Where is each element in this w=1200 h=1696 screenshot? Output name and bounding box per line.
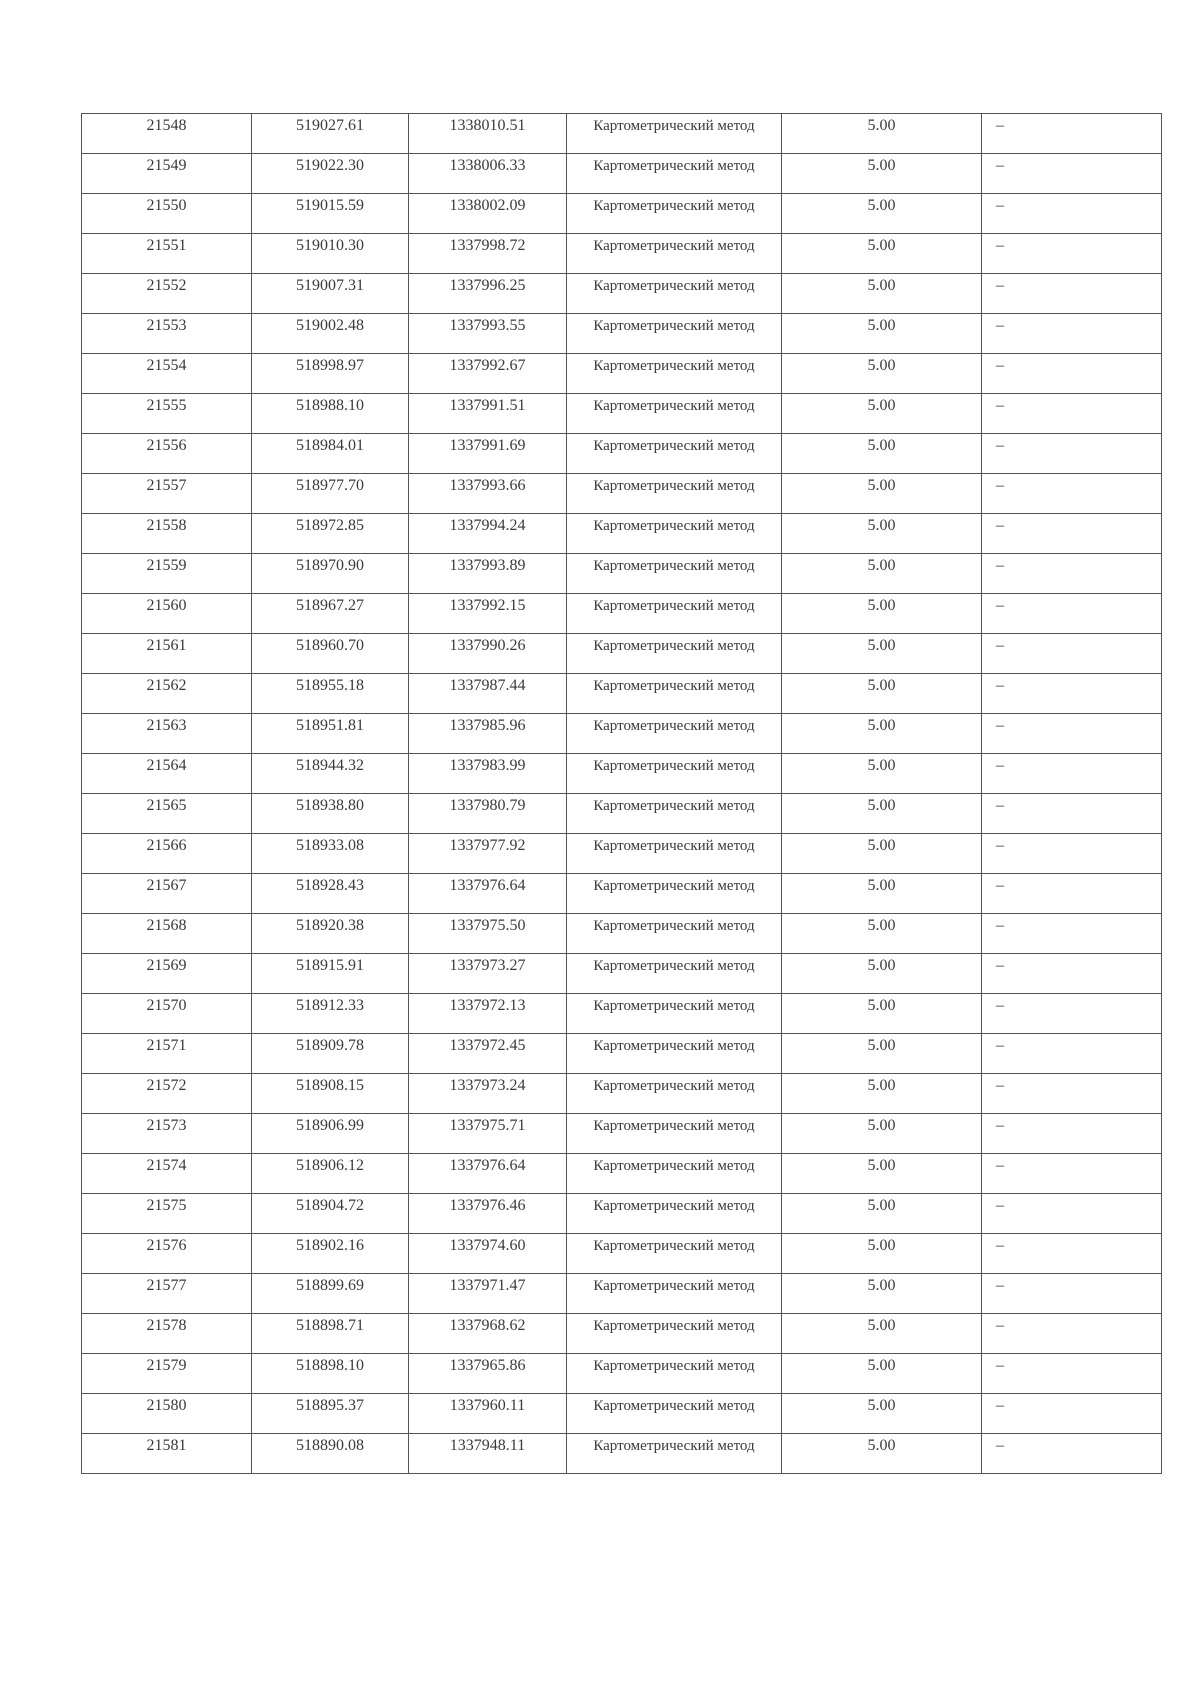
cell-point-number: 21557 xyxy=(82,474,252,514)
cell-x-coordinate: 519002.48 xyxy=(252,314,409,354)
cell-note: – xyxy=(982,634,1162,674)
cell-accuracy: 5.00 xyxy=(782,1314,982,1354)
cell-accuracy: 5.00 xyxy=(782,154,982,194)
cell-x-coordinate: 518977.70 xyxy=(252,474,409,514)
cell-note: – xyxy=(982,314,1162,354)
cell-accuracy: 5.00 xyxy=(782,274,982,314)
cell-point-number: 21558 xyxy=(82,514,252,554)
cell-point-number: 21575 xyxy=(82,1194,252,1234)
cell-y-coordinate: 1337976.64 xyxy=(409,1154,567,1194)
cell-accuracy: 5.00 xyxy=(782,1434,982,1474)
cell-y-coordinate: 1337990.26 xyxy=(409,634,567,674)
cell-note: – xyxy=(982,754,1162,794)
table-row xyxy=(82,274,1162,314)
cell-y-coordinate: 1337973.27 xyxy=(409,954,567,994)
cell-accuracy: 5.00 xyxy=(782,1354,982,1394)
cell-y-coordinate: 1337993.55 xyxy=(409,314,567,354)
cell-method: Картометрический метод xyxy=(567,1074,782,1114)
cell-point-number: 21549 xyxy=(82,154,252,194)
cell-point-number: 21577 xyxy=(82,1274,252,1314)
cell-accuracy: 5.00 xyxy=(782,474,982,514)
cell-accuracy: 5.00 xyxy=(782,234,982,274)
cell-note: – xyxy=(982,1274,1162,1314)
cell-accuracy: 5.00 xyxy=(782,994,982,1034)
cell-method: Картометрический метод xyxy=(567,474,782,514)
cell-note: – xyxy=(982,1074,1162,1114)
table-row xyxy=(82,1434,1162,1474)
cell-y-coordinate: 1337975.50 xyxy=(409,914,567,954)
cell-y-coordinate: 1337948.11 xyxy=(409,1434,567,1474)
cell-note: – xyxy=(982,1394,1162,1434)
cell-y-coordinate: 1337971.47 xyxy=(409,1274,567,1314)
table-row xyxy=(82,154,1162,194)
cell-accuracy: 5.00 xyxy=(782,714,982,754)
cell-accuracy: 5.00 xyxy=(782,554,982,594)
table-row xyxy=(82,674,1162,714)
cell-x-coordinate: 518984.01 xyxy=(252,434,409,474)
table-row xyxy=(82,1074,1162,1114)
cell-y-coordinate: 1337975.71 xyxy=(409,1114,567,1154)
cell-note: – xyxy=(982,1434,1162,1474)
cell-note: – xyxy=(982,154,1162,194)
cell-point-number: 21561 xyxy=(82,634,252,674)
cell-accuracy: 5.00 xyxy=(782,194,982,234)
cell-accuracy: 5.00 xyxy=(782,834,982,874)
cell-point-number: 21576 xyxy=(82,1234,252,1274)
cell-note: – xyxy=(982,194,1162,234)
cell-note: – xyxy=(982,594,1162,634)
cell-y-coordinate: 1337992.67 xyxy=(409,354,567,394)
table-row xyxy=(82,1114,1162,1154)
cell-y-coordinate: 1337987.44 xyxy=(409,674,567,714)
table-row xyxy=(82,514,1162,554)
cell-point-number: 21572 xyxy=(82,1074,252,1114)
table-row xyxy=(82,1154,1162,1194)
cell-method: Картометрический метод xyxy=(567,274,782,314)
cell-note: – xyxy=(982,1194,1162,1234)
cell-x-coordinate: 519022.30 xyxy=(252,154,409,194)
table-row xyxy=(82,874,1162,914)
cell-note: – xyxy=(982,674,1162,714)
cell-accuracy: 5.00 xyxy=(782,1034,982,1074)
cell-point-number: 21548 xyxy=(82,114,252,154)
cell-accuracy: 5.00 xyxy=(782,434,982,474)
cell-y-coordinate: 1337983.99 xyxy=(409,754,567,794)
cell-x-coordinate: 518951.81 xyxy=(252,714,409,754)
cell-point-number: 21568 xyxy=(82,914,252,954)
cell-x-coordinate: 518960.70 xyxy=(252,634,409,674)
cell-x-coordinate: 518908.15 xyxy=(252,1074,409,1114)
table-row xyxy=(82,1194,1162,1234)
cell-accuracy: 5.00 xyxy=(782,674,982,714)
cell-accuracy: 5.00 xyxy=(782,754,982,794)
cell-method: Картометрический метод xyxy=(567,634,782,674)
cell-note: – xyxy=(982,114,1162,154)
cell-y-coordinate: 1337998.72 xyxy=(409,234,567,274)
table-row xyxy=(82,1314,1162,1354)
cell-note: – xyxy=(982,394,1162,434)
table-row xyxy=(82,554,1162,594)
cell-y-coordinate: 1337991.69 xyxy=(409,434,567,474)
cell-method: Картометрический метод xyxy=(567,994,782,1034)
cell-point-number: 21580 xyxy=(82,1394,252,1434)
cell-y-coordinate: 1337985.96 xyxy=(409,714,567,754)
cell-y-coordinate: 1337973.24 xyxy=(409,1074,567,1114)
cell-y-coordinate: 1337976.46 xyxy=(409,1194,567,1234)
cell-y-coordinate: 1337980.79 xyxy=(409,794,567,834)
cell-accuracy: 5.00 xyxy=(782,1074,982,1114)
cell-note: – xyxy=(982,1234,1162,1274)
cell-method: Картометрический метод xyxy=(567,1154,782,1194)
table-row xyxy=(82,394,1162,434)
cell-method: Картометрический метод xyxy=(567,954,782,994)
cell-x-coordinate: 518970.90 xyxy=(252,554,409,594)
cell-point-number: 21563 xyxy=(82,714,252,754)
cell-y-coordinate: 1337993.89 xyxy=(409,554,567,594)
cell-x-coordinate: 518988.10 xyxy=(252,394,409,434)
cell-point-number: 21570 xyxy=(82,994,252,1034)
cell-y-coordinate: 1337972.45 xyxy=(409,1034,567,1074)
cell-x-coordinate: 518899.69 xyxy=(252,1274,409,1314)
cell-method: Картометрический метод xyxy=(567,554,782,594)
cell-note: – xyxy=(982,514,1162,554)
cell-method: Картометрический метод xyxy=(567,714,782,754)
cell-accuracy: 5.00 xyxy=(782,1394,982,1434)
table-row xyxy=(82,474,1162,514)
cell-point-number: 21573 xyxy=(82,1114,252,1154)
cell-method: Картометрический метод xyxy=(567,794,782,834)
cell-y-coordinate: 1338006.33 xyxy=(409,154,567,194)
cell-point-number: 21555 xyxy=(82,394,252,434)
cell-x-coordinate: 518912.33 xyxy=(252,994,409,1034)
cell-point-number: 21566 xyxy=(82,834,252,874)
table-row xyxy=(82,234,1162,274)
cell-x-coordinate: 518955.18 xyxy=(252,674,409,714)
cell-x-coordinate: 518906.99 xyxy=(252,1114,409,1154)
cell-x-coordinate: 519010.30 xyxy=(252,234,409,274)
cell-x-coordinate: 518944.32 xyxy=(252,754,409,794)
cell-note: – xyxy=(982,1034,1162,1074)
cell-accuracy: 5.00 xyxy=(782,634,982,674)
cell-method: Картометрический метод xyxy=(567,754,782,794)
cell-method: Картометрический метод xyxy=(567,1234,782,1274)
cell-x-coordinate: 519027.61 xyxy=(252,114,409,154)
cell-x-coordinate: 518895.37 xyxy=(252,1394,409,1434)
cell-accuracy: 5.00 xyxy=(782,954,982,994)
cell-x-coordinate: 518928.43 xyxy=(252,874,409,914)
cell-point-number: 21553 xyxy=(82,314,252,354)
cell-point-number: 21569 xyxy=(82,954,252,994)
table-row xyxy=(82,1034,1162,1074)
cell-point-number: 21581 xyxy=(82,1434,252,1474)
table-row xyxy=(82,314,1162,354)
cell-accuracy: 5.00 xyxy=(782,314,982,354)
cell-x-coordinate: 518967.27 xyxy=(252,594,409,634)
cell-point-number: 21579 xyxy=(82,1354,252,1394)
cell-y-coordinate: 1337972.13 xyxy=(409,994,567,1034)
cell-method: Картометрический метод xyxy=(567,1194,782,1234)
cell-note: – xyxy=(982,554,1162,594)
cell-method: Картометрический метод xyxy=(567,1274,782,1314)
table-row xyxy=(82,954,1162,994)
cell-method: Картометрический метод xyxy=(567,1314,782,1354)
table-row xyxy=(82,834,1162,874)
cell-x-coordinate: 518898.10 xyxy=(252,1354,409,1394)
coordinates-table xyxy=(81,113,1162,1474)
cell-y-coordinate: 1337977.92 xyxy=(409,834,567,874)
cell-accuracy: 5.00 xyxy=(782,354,982,394)
table-row xyxy=(82,1274,1162,1314)
cell-point-number: 21560 xyxy=(82,594,252,634)
cell-x-coordinate: 518890.08 xyxy=(252,1434,409,1474)
cell-accuracy: 5.00 xyxy=(782,594,982,634)
cell-x-coordinate: 518998.97 xyxy=(252,354,409,394)
cell-accuracy: 5.00 xyxy=(782,394,982,434)
cell-y-coordinate: 1337993.66 xyxy=(409,474,567,514)
coordinates-table-body xyxy=(82,114,1162,1474)
cell-x-coordinate: 519007.31 xyxy=(252,274,409,314)
cell-x-coordinate: 518972.85 xyxy=(252,514,409,554)
table-row xyxy=(82,194,1162,234)
cell-y-coordinate: 1338010.51 xyxy=(409,114,567,154)
cell-accuracy: 5.00 xyxy=(782,114,982,154)
cell-x-coordinate: 518909.78 xyxy=(252,1034,409,1074)
cell-note: – xyxy=(982,234,1162,274)
cell-method: Картометрический метод xyxy=(567,914,782,954)
table-row xyxy=(82,114,1162,154)
cell-method: Картометрический метод xyxy=(567,674,782,714)
table-row xyxy=(82,1354,1162,1394)
cell-method: Картометрический метод xyxy=(567,594,782,634)
cell-x-coordinate: 518904.72 xyxy=(252,1194,409,1234)
cell-x-coordinate: 518906.12 xyxy=(252,1154,409,1194)
table-row xyxy=(82,1234,1162,1274)
cell-accuracy: 5.00 xyxy=(782,1194,982,1234)
cell-method: Картометрический метод xyxy=(567,834,782,874)
cell-accuracy: 5.00 xyxy=(782,794,982,834)
cell-method: Картометрический метод xyxy=(567,1354,782,1394)
cell-x-coordinate: 518902.16 xyxy=(252,1234,409,1274)
cell-point-number: 21552 xyxy=(82,274,252,314)
table-row xyxy=(82,634,1162,674)
cell-point-number: 21559 xyxy=(82,554,252,594)
cell-point-number: 21556 xyxy=(82,434,252,474)
cell-point-number: 21564 xyxy=(82,754,252,794)
cell-method: Картометрический метод xyxy=(567,514,782,554)
cell-x-coordinate: 519015.59 xyxy=(252,194,409,234)
cell-method: Картометрический метод xyxy=(567,1434,782,1474)
cell-y-coordinate: 1337965.86 xyxy=(409,1354,567,1394)
table-row xyxy=(82,594,1162,634)
table-row xyxy=(82,914,1162,954)
cell-note: – xyxy=(982,834,1162,874)
cell-y-coordinate: 1337976.64 xyxy=(409,874,567,914)
cell-x-coordinate: 518898.71 xyxy=(252,1314,409,1354)
cell-point-number: 21551 xyxy=(82,234,252,274)
cell-y-coordinate: 1337992.15 xyxy=(409,594,567,634)
cell-note: – xyxy=(982,354,1162,394)
cell-point-number: 21578 xyxy=(82,1314,252,1354)
cell-method: Картометрический метод xyxy=(567,434,782,474)
cell-y-coordinate: 1337996.25 xyxy=(409,274,567,314)
table-row xyxy=(82,994,1162,1034)
cell-method: Картометрический метод xyxy=(567,314,782,354)
cell-note: – xyxy=(982,1114,1162,1154)
table-row xyxy=(82,434,1162,474)
cell-x-coordinate: 518933.08 xyxy=(252,834,409,874)
cell-point-number: 21571 xyxy=(82,1034,252,1074)
cell-accuracy: 5.00 xyxy=(782,1234,982,1274)
cell-point-number: 21550 xyxy=(82,194,252,234)
cell-method: Картометрический метод xyxy=(567,354,782,394)
cell-y-coordinate: 1337960.11 xyxy=(409,1394,567,1434)
cell-note: – xyxy=(982,914,1162,954)
cell-note: – xyxy=(982,794,1162,834)
cell-y-coordinate: 1337991.51 xyxy=(409,394,567,434)
cell-point-number: 21567 xyxy=(82,874,252,914)
cell-y-coordinate: 1338002.09 xyxy=(409,194,567,234)
cell-method: Картометрический метод xyxy=(567,1394,782,1434)
cell-note: – xyxy=(982,1354,1162,1394)
cell-x-coordinate: 518915.91 xyxy=(252,954,409,994)
cell-y-coordinate: 1337974.60 xyxy=(409,1234,567,1274)
cell-method: Картометрический метод xyxy=(567,1034,782,1074)
cell-accuracy: 5.00 xyxy=(782,1114,982,1154)
table-row xyxy=(82,754,1162,794)
cell-x-coordinate: 518920.38 xyxy=(252,914,409,954)
cell-accuracy: 5.00 xyxy=(782,514,982,554)
cell-x-coordinate: 518938.80 xyxy=(252,794,409,834)
cell-note: – xyxy=(982,994,1162,1034)
cell-y-coordinate: 1337994.24 xyxy=(409,514,567,554)
cell-point-number: 21554 xyxy=(82,354,252,394)
cell-point-number: 21574 xyxy=(82,1154,252,1194)
cell-method: Картометрический метод xyxy=(567,234,782,274)
table-row xyxy=(82,1394,1162,1434)
cell-note: – xyxy=(982,274,1162,314)
cell-accuracy: 5.00 xyxy=(782,914,982,954)
cell-method: Картометрический метод xyxy=(567,1114,782,1154)
cell-note: – xyxy=(982,874,1162,914)
cell-method: Картометрический метод xyxy=(567,154,782,194)
cell-accuracy: 5.00 xyxy=(782,1274,982,1314)
cell-note: – xyxy=(982,434,1162,474)
cell-method: Картометрический метод xyxy=(567,874,782,914)
table-row xyxy=(82,714,1162,754)
table-row xyxy=(82,794,1162,834)
cell-method: Картометрический метод xyxy=(567,114,782,154)
cell-method: Картометрический метод xyxy=(567,194,782,234)
cell-accuracy: 5.00 xyxy=(782,1154,982,1194)
table-row xyxy=(82,354,1162,394)
cell-point-number: 21562 xyxy=(82,674,252,714)
cell-accuracy: 5.00 xyxy=(782,874,982,914)
cell-note: – xyxy=(982,954,1162,994)
cell-note: – xyxy=(982,474,1162,514)
cell-note: – xyxy=(982,1314,1162,1354)
cell-note: – xyxy=(982,714,1162,754)
cell-note: – xyxy=(982,1154,1162,1194)
cell-method: Картометрический метод xyxy=(567,394,782,434)
cell-point-number: 21565 xyxy=(82,794,252,834)
cell-y-coordinate: 1337968.62 xyxy=(409,1314,567,1354)
